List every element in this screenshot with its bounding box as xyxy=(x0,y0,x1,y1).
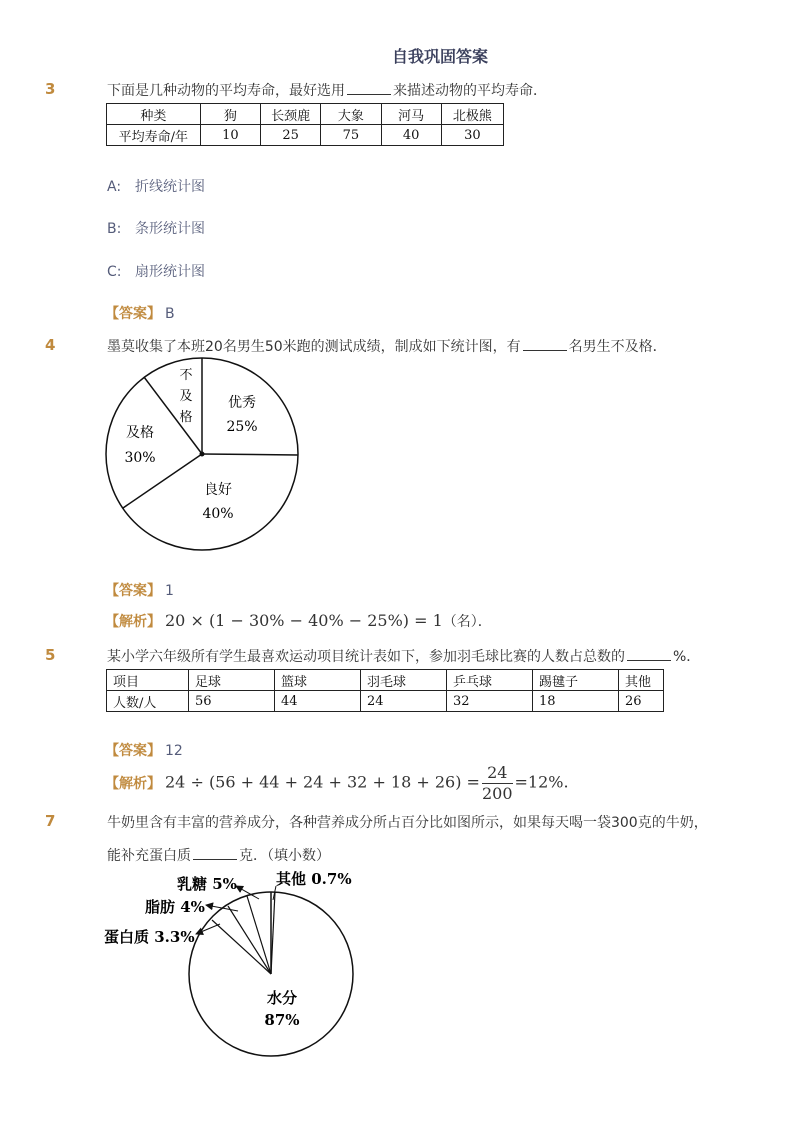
table-header-row xyxy=(107,104,504,125)
table-cell: 河马 xyxy=(381,104,441,125)
table-cell: 其他 xyxy=(619,670,664,691)
answer-4: 【答案】 1 xyxy=(105,583,174,599)
table-cell: 狗 xyxy=(200,104,260,125)
callout-fat: 脂肪 4% xyxy=(145,898,205,916)
table-cell: 足球 xyxy=(189,670,275,691)
slice-pct-water: 87% xyxy=(264,1011,300,1029)
option-c[interactable]: C: 扇形统计图 xyxy=(107,264,205,280)
option-a[interactable]: A: 折线统计图 xyxy=(107,179,205,195)
table-cell: 种类 xyxy=(107,104,201,125)
slice-pct-pass: 30% xyxy=(124,450,156,466)
table-row xyxy=(107,691,664,712)
table-cell: 56 xyxy=(189,691,275,712)
question-number-4: 4 xyxy=(45,336,56,354)
table-cell: 44 xyxy=(275,691,361,712)
callout-arrow xyxy=(206,905,238,911)
option-b[interactable]: B: 条形统计图 xyxy=(107,221,205,237)
slice-label-pass: 及格 xyxy=(126,425,154,441)
table-row xyxy=(107,125,504,146)
question-5-text: 某小学六年级所有学生最喜欢运动项目统计表如下，参加羽毛球比赛的人数占总数的 %． xyxy=(107,649,701,665)
callout-protein: 蛋白质 3.3% xyxy=(104,928,195,946)
table-cell: 乒乓球 xyxy=(447,670,533,691)
callout-lactose: 乳糖 5% xyxy=(177,875,237,893)
table-cell: 40 xyxy=(381,125,441,146)
table-cell: 30 xyxy=(441,125,503,146)
answer-blank xyxy=(627,648,671,661)
question-3-text xyxy=(107,80,547,100)
table-cell: 18 xyxy=(533,691,619,712)
table-cell: 平均寿命/年 xyxy=(107,125,201,146)
fraction: $\frac{24}{200}$ xyxy=(481,763,513,803)
pie-divider xyxy=(144,377,202,454)
table-cell: 10 xyxy=(200,125,260,146)
question-3-text-before: 下面是几种动物的平均寿命，最好选用 xyxy=(107,83,345,99)
analysis-4: 【解析】 20 × (1 − 30% − 40% − 25%) = 1（名）． xyxy=(105,611,492,630)
question-7-line-1: 牛奶里含有丰富的营养成分，各种营养成分所占百分比如图所示，如果每天喝一袋300克的牛奶， xyxy=(107,815,708,831)
table-cell: 踢毽子 xyxy=(533,670,619,691)
table-cell: 长颈鹿 xyxy=(260,104,320,125)
table-header-row xyxy=(107,670,664,691)
pie-chart-grades xyxy=(100,355,310,560)
slice-label-good: 良好 xyxy=(204,482,232,498)
slice-pct-good: 40% xyxy=(202,506,234,522)
answer-3: 【答案】 B xyxy=(105,306,175,322)
callout-arrow xyxy=(196,924,220,934)
slice-label-fail-char: 及 xyxy=(179,389,193,404)
table-cell: 32 xyxy=(447,691,533,712)
sports-table xyxy=(106,669,664,712)
question-number-3: 3 xyxy=(45,80,56,98)
slice-label-excellent: 优秀 xyxy=(228,395,256,411)
answer-blank xyxy=(523,338,567,351)
table-cell: 篮球 xyxy=(275,670,361,691)
pie-center xyxy=(200,452,205,457)
table-cell: 羽毛球 xyxy=(361,670,447,691)
page-title: 自我巩固答案 xyxy=(391,47,488,66)
answer-blank xyxy=(347,82,391,95)
table-cell: 24 xyxy=(361,691,447,712)
table-cell: 人数/人 xyxy=(107,691,189,712)
question-4-text: 墨莫收集了本班20名男生50米跑的测试成绩，制成如下统计图，有 名男生不及格． xyxy=(107,339,667,355)
slice-label-water: 水分 xyxy=(266,989,298,1007)
table-cell: 26 xyxy=(619,691,664,712)
question-number-5: 5 xyxy=(45,646,56,664)
slice-label-fail-char: 格 xyxy=(179,410,193,425)
slice-label-fail-char: 不 xyxy=(179,368,193,383)
question-7-line-2: 能补充蛋白质 克．（填小数） xyxy=(107,848,330,864)
question-number-7: 7 xyxy=(45,812,56,830)
table-cell: 大象 xyxy=(321,104,381,125)
table-cell: 项目 xyxy=(107,670,189,691)
pie-chart-milk xyxy=(100,865,390,1065)
answer-5: 【答案】 12 xyxy=(105,743,183,759)
question-3-text-after: 来描述动物的平均寿命． xyxy=(393,83,547,99)
callout-other: 其他 0.7% xyxy=(276,870,352,888)
lifespan-table xyxy=(106,103,504,146)
table-cell: 25 xyxy=(260,125,320,146)
answer-blank xyxy=(193,847,237,860)
table-cell: 75 xyxy=(321,125,381,146)
pie-divider xyxy=(202,454,298,455)
analysis-5: 【解析】 24 ÷ (56 + 44 + 24 + 32 + 18 + 26) = $\frac{24}{200}$ =12%. xyxy=(105,763,569,803)
table-cell: 北极熊 xyxy=(441,104,503,125)
slice-pct-excellent: 25% xyxy=(226,419,258,435)
